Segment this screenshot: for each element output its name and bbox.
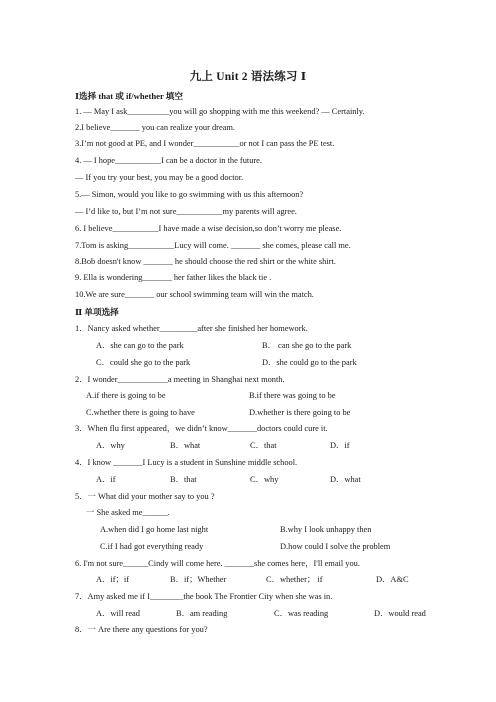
s1-line-3: 3.I’m not good at PE, and I wonder___________or not I can pass the PE test. [75, 139, 335, 148]
q2-option-c: C.whether there is going to have [86, 408, 195, 417]
section-2-heading: Ⅱ 单项选择 [75, 307, 119, 317]
page-title: 九上 Unit 2 语法练习 Ⅰ [189, 71, 307, 83]
s1-line-10: 8.Bob doesn't know _______ he should choose the red shirt or the white shirt. [75, 257, 336, 266]
q7-option-a: A．will read [96, 609, 140, 618]
q2-option-d: D.whether is there going to be [249, 408, 351, 417]
q3-option-b: B．what [170, 441, 201, 450]
s1-line-8: 6. I believe___________I have made a wise decision,so don’t worry me please. [75, 224, 342, 233]
q5-option-b: B.why I look unhappy then [280, 525, 372, 534]
s1-line-2: 2.I believe_______ you can realize your dream. [75, 123, 235, 132]
q1-option-c: C．could she go to the park [96, 358, 191, 367]
s1-line-12: 10.We are sure_______ our school swimming team will win the match. [75, 290, 314, 299]
q2-stem: 2．I wonder____________a meeting in Shanghai next month. [75, 375, 285, 384]
q5-stem: 5．一 What did your mother say to you ? [75, 492, 215, 501]
s1-line-6: 5.— Simon, would you like to go swimming with us this afternoon? [75, 190, 304, 199]
q7-option-b: B．am reading [176, 609, 228, 618]
q6-option-b: B．if；Whether [170, 575, 227, 584]
q4-stem: 4．I know _______I Lucy is a student in Sunshine middle school. [75, 458, 298, 467]
q5-stem-2: 一 She asked me______. [86, 508, 170, 517]
q3-option-a: A．why [96, 441, 125, 450]
q4-option-d: D．what [330, 475, 361, 484]
q1-option-d: D．she could go to the park [262, 358, 357, 367]
q3-option-c: C．that [250, 441, 277, 450]
q6-option-c: C．whether； if [266, 575, 323, 584]
s1-line-7: — I’d like to, but I’m not sure___________my parents will agree. [75, 207, 297, 216]
q2-option-b: B.if there was going to be [249, 391, 336, 400]
q5-option-d: D.how could I solve the problem [280, 542, 391, 551]
q6-option-d: D．A&C [376, 575, 409, 584]
q8-stem: 8．一 Are there any questions for you? [75, 625, 208, 634]
q5-option-a: A.when did I go home last night [100, 525, 209, 534]
q6-option-a: A．if；if [96, 575, 130, 584]
q4-option-b: B．that [170, 475, 197, 484]
q7-option-c: C．was reading [274, 609, 329, 618]
q4-option-c: C．why [250, 475, 279, 484]
q7-option-d: D．would read [374, 609, 426, 618]
q5-option-c: C.if I had got everything ready [100, 542, 204, 551]
q1-option-b: B． can she go to the park [262, 341, 352, 350]
q3-option-d: D．if [330, 441, 350, 450]
q4-option-a: A．if [96, 475, 116, 484]
s1-line-9: 7.Tom is asking___________Lucy will come. _______ she comes, please call me. [75, 241, 351, 250]
q1-stem: 1．Nancy asked whether_________after she finished her homework. [75, 324, 308, 333]
s1-line-11: 9. Ella is wondering_______ her father likes the black tie . [75, 273, 272, 282]
q6-stem: 6. I'm not sure______Cindy will come here. _______she comes here，I'll email you. [75, 559, 360, 568]
q7-stem: 7．Amy asked me if I________the book The Frontier City when she was in. [75, 592, 333, 601]
s1-line-5: — If you try your best, you may be a good doctor. [75, 173, 244, 182]
s1-line-4: 4. — I hope___________I can be a doctor in the future. [75, 156, 262, 165]
q3-stem: 3．When flu first appeared，we didn’t know_______doctors could cure it. [75, 424, 328, 433]
s1-line-1: 1. — May I ask__________you will go shopping with me this weekend? — Certainly. [75, 107, 365, 116]
q1-option-a: A．she can go to the park [96, 341, 184, 350]
section-1-heading: Ⅰ选择 that 或 if/whether 填空 [75, 91, 183, 101]
q2-option-a: A.if there is going to be [86, 391, 166, 400]
